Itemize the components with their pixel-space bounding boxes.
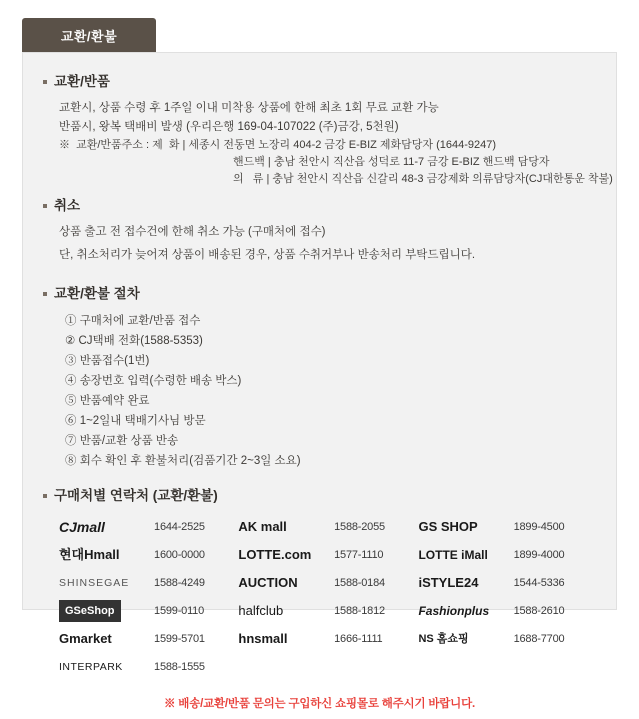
partner-logo (59, 625, 154, 653)
gseshop-logo: GSeShop (59, 600, 121, 622)
bullet-icon (43, 494, 47, 498)
gmarket-logo: Gmarket (59, 631, 112, 646)
lottecom-logo: LOTTE.com (238, 547, 312, 562)
table-row (59, 597, 598, 625)
partner-phone: 1588-2610 (513, 605, 565, 617)
partner-phone: 1588-2055 (334, 521, 385, 533)
shinsegae-logo: SHINSEGAE (59, 577, 130, 589)
partner-logo (238, 541, 334, 569)
bullet-icon (43, 204, 47, 208)
exchange-address-line-1: ※ 교환/반품주소 : 제 화 | 세종시 전동면 노장리 404-2 금강 E-BIZ 제화담당자 (1644-9247) (59, 139, 497, 151)
section-title: 교환/반품 (54, 74, 110, 89)
partner-logo (59, 597, 154, 625)
section-title: 교환/환불 절차 (54, 286, 140, 301)
partner-phone: 1588-4249 (154, 577, 205, 589)
section-title: 취소 (54, 198, 81, 213)
list-item: ② CJ택배 전화(1588-5353) (65, 335, 203, 347)
partner-phone: 1666-1111 (334, 633, 383, 645)
partner-phone: 1899-4500 (513, 521, 565, 533)
partner-contact-table (59, 513, 598, 681)
list-item: ③ 반품접수(1번) (65, 355, 150, 367)
cjmall-logo: CJmall (59, 519, 105, 535)
table-row (59, 569, 598, 597)
partner-logo (418, 597, 513, 625)
footer-notice: ※ 배송/교환/반품 문의는 구입하신 쇼핑몰로 해주시기 바랍니다. (164, 698, 475, 710)
section-title: 구매처별 연락처 (교환/환불) (54, 488, 218, 503)
cancel-line-1: 상품 출고 전 접수건에 한해 취소 가능 (구매처에 접수) (59, 226, 326, 238)
partner-logo (59, 569, 154, 597)
exchange-line-2: 반품시, 왕복 택배비 발생 (우리은행 169-04-107022 (주)금강, 5천원) (59, 121, 399, 133)
partner-phone-empty (514, 653, 598, 681)
section-header-procedure (41, 285, 598, 303)
cancel-line-2: 단, 취소처리가 늦어져 상품이 배송된 경우, 상품 수취거부나 반송처리 부탁드립니다. (59, 249, 476, 261)
tab-exchange-refund[interactable] (22, 18, 156, 52)
partner-phone: 1644-2525 (154, 521, 205, 533)
partner-phone-empty (334, 653, 418, 681)
gsshop-logo: GS SHOP (418, 519, 478, 534)
partner-phone: 1588-0184 (334, 577, 385, 589)
partner-phone: 1899-4000 (513, 549, 565, 561)
table-row (59, 513, 598, 541)
content-panel (22, 52, 617, 710)
cancel-body (59, 223, 598, 265)
partner-logo (418, 569, 513, 597)
section-header-cancel (41, 197, 598, 215)
hnsmall-logo: hnsmall (238, 631, 288, 646)
exchange-body (59, 99, 598, 137)
list-item: ① 구매처에 교환/반품 접수 (65, 315, 201, 327)
table-row (59, 541, 598, 569)
table-row (59, 653, 598, 681)
exchange-address-line-3: 의 류 | 충남 천안시 직산읍 신갈리 48-3 금강제화 의류담당자(CJ대한통운 착불) (233, 173, 613, 185)
bullet-icon (43, 292, 47, 296)
partner-logo-empty (418, 653, 513, 681)
lotteimall-logo: LOTTE iMall (418, 548, 488, 562)
interpark-logo: INTERPARK (59, 661, 123, 673)
partner-phone: 1588-1555 (154, 661, 205, 673)
partner-logo (59, 513, 154, 541)
partner-logo (59, 541, 154, 569)
section-header-exchange (41, 73, 598, 91)
exchange-address-line-2: 핸드백 | 충남 천안시 직산읍 성덕로 11-7 금강 E-BIZ 핸드백 담당자 (233, 156, 550, 168)
partner-phone: 1599-0110 (154, 605, 205, 617)
partner-phone: 1588-1812 (334, 605, 385, 617)
exchange-address-block (59, 137, 613, 188)
procedure-list (65, 311, 598, 471)
partner-logo (238, 569, 334, 597)
exchange-line-1: 교환시, 상품 수령 후 1주일 이내 미착용 상품에 한해 최초 1회 무료 교환 가능 (59, 102, 439, 114)
partner-phone: 1688-7700 (513, 633, 565, 645)
partner-phone: 1544-5336 (513, 577, 565, 589)
tab-title: 교환/환불 (60, 28, 118, 44)
partner-phone: 1599-5701 (154, 633, 205, 645)
partner-phone: 1600-0000 (154, 549, 205, 561)
partner-logo (238, 625, 334, 653)
list-item: ⑥ 1~2일내 택배기사님 방문 (65, 415, 206, 427)
bullet-icon (43, 80, 47, 84)
partner-logo (418, 541, 513, 569)
partner-logo (238, 513, 334, 541)
list-item: ⑧ 회수 확인 후 환불처리(검품기간 2~3일 소요) (65, 455, 301, 467)
nsmall-logo: NS 홈쇼핑 (418, 633, 469, 645)
section-header-contacts (41, 487, 598, 505)
hmall-logo: 현대Hmall (59, 547, 120, 562)
istyle24-logo: iSTYLE24 (418, 575, 479, 590)
partner-logo (418, 513, 513, 541)
akmall-logo: AK mall (238, 519, 287, 534)
partner-logo (418, 625, 513, 653)
partner-logo (59, 653, 154, 681)
list-item: ⑤ 반품예약 완료 (65, 395, 150, 407)
table-row (59, 625, 598, 653)
halfclub-logo: halfclub (238, 603, 284, 618)
auction-logo: AUCTION (238, 575, 298, 590)
list-item: ⑦ 반품/교환 상품 반송 (65, 435, 179, 447)
partner-logo (238, 597, 334, 625)
fashionplus-logo: Fashionplus (418, 604, 490, 618)
partner-logo-empty (238, 653, 334, 681)
list-item: ④ 송장번호 입력(수령한 배송 박스) (65, 375, 242, 387)
partner-phone: 1577-1110 (334, 549, 384, 561)
